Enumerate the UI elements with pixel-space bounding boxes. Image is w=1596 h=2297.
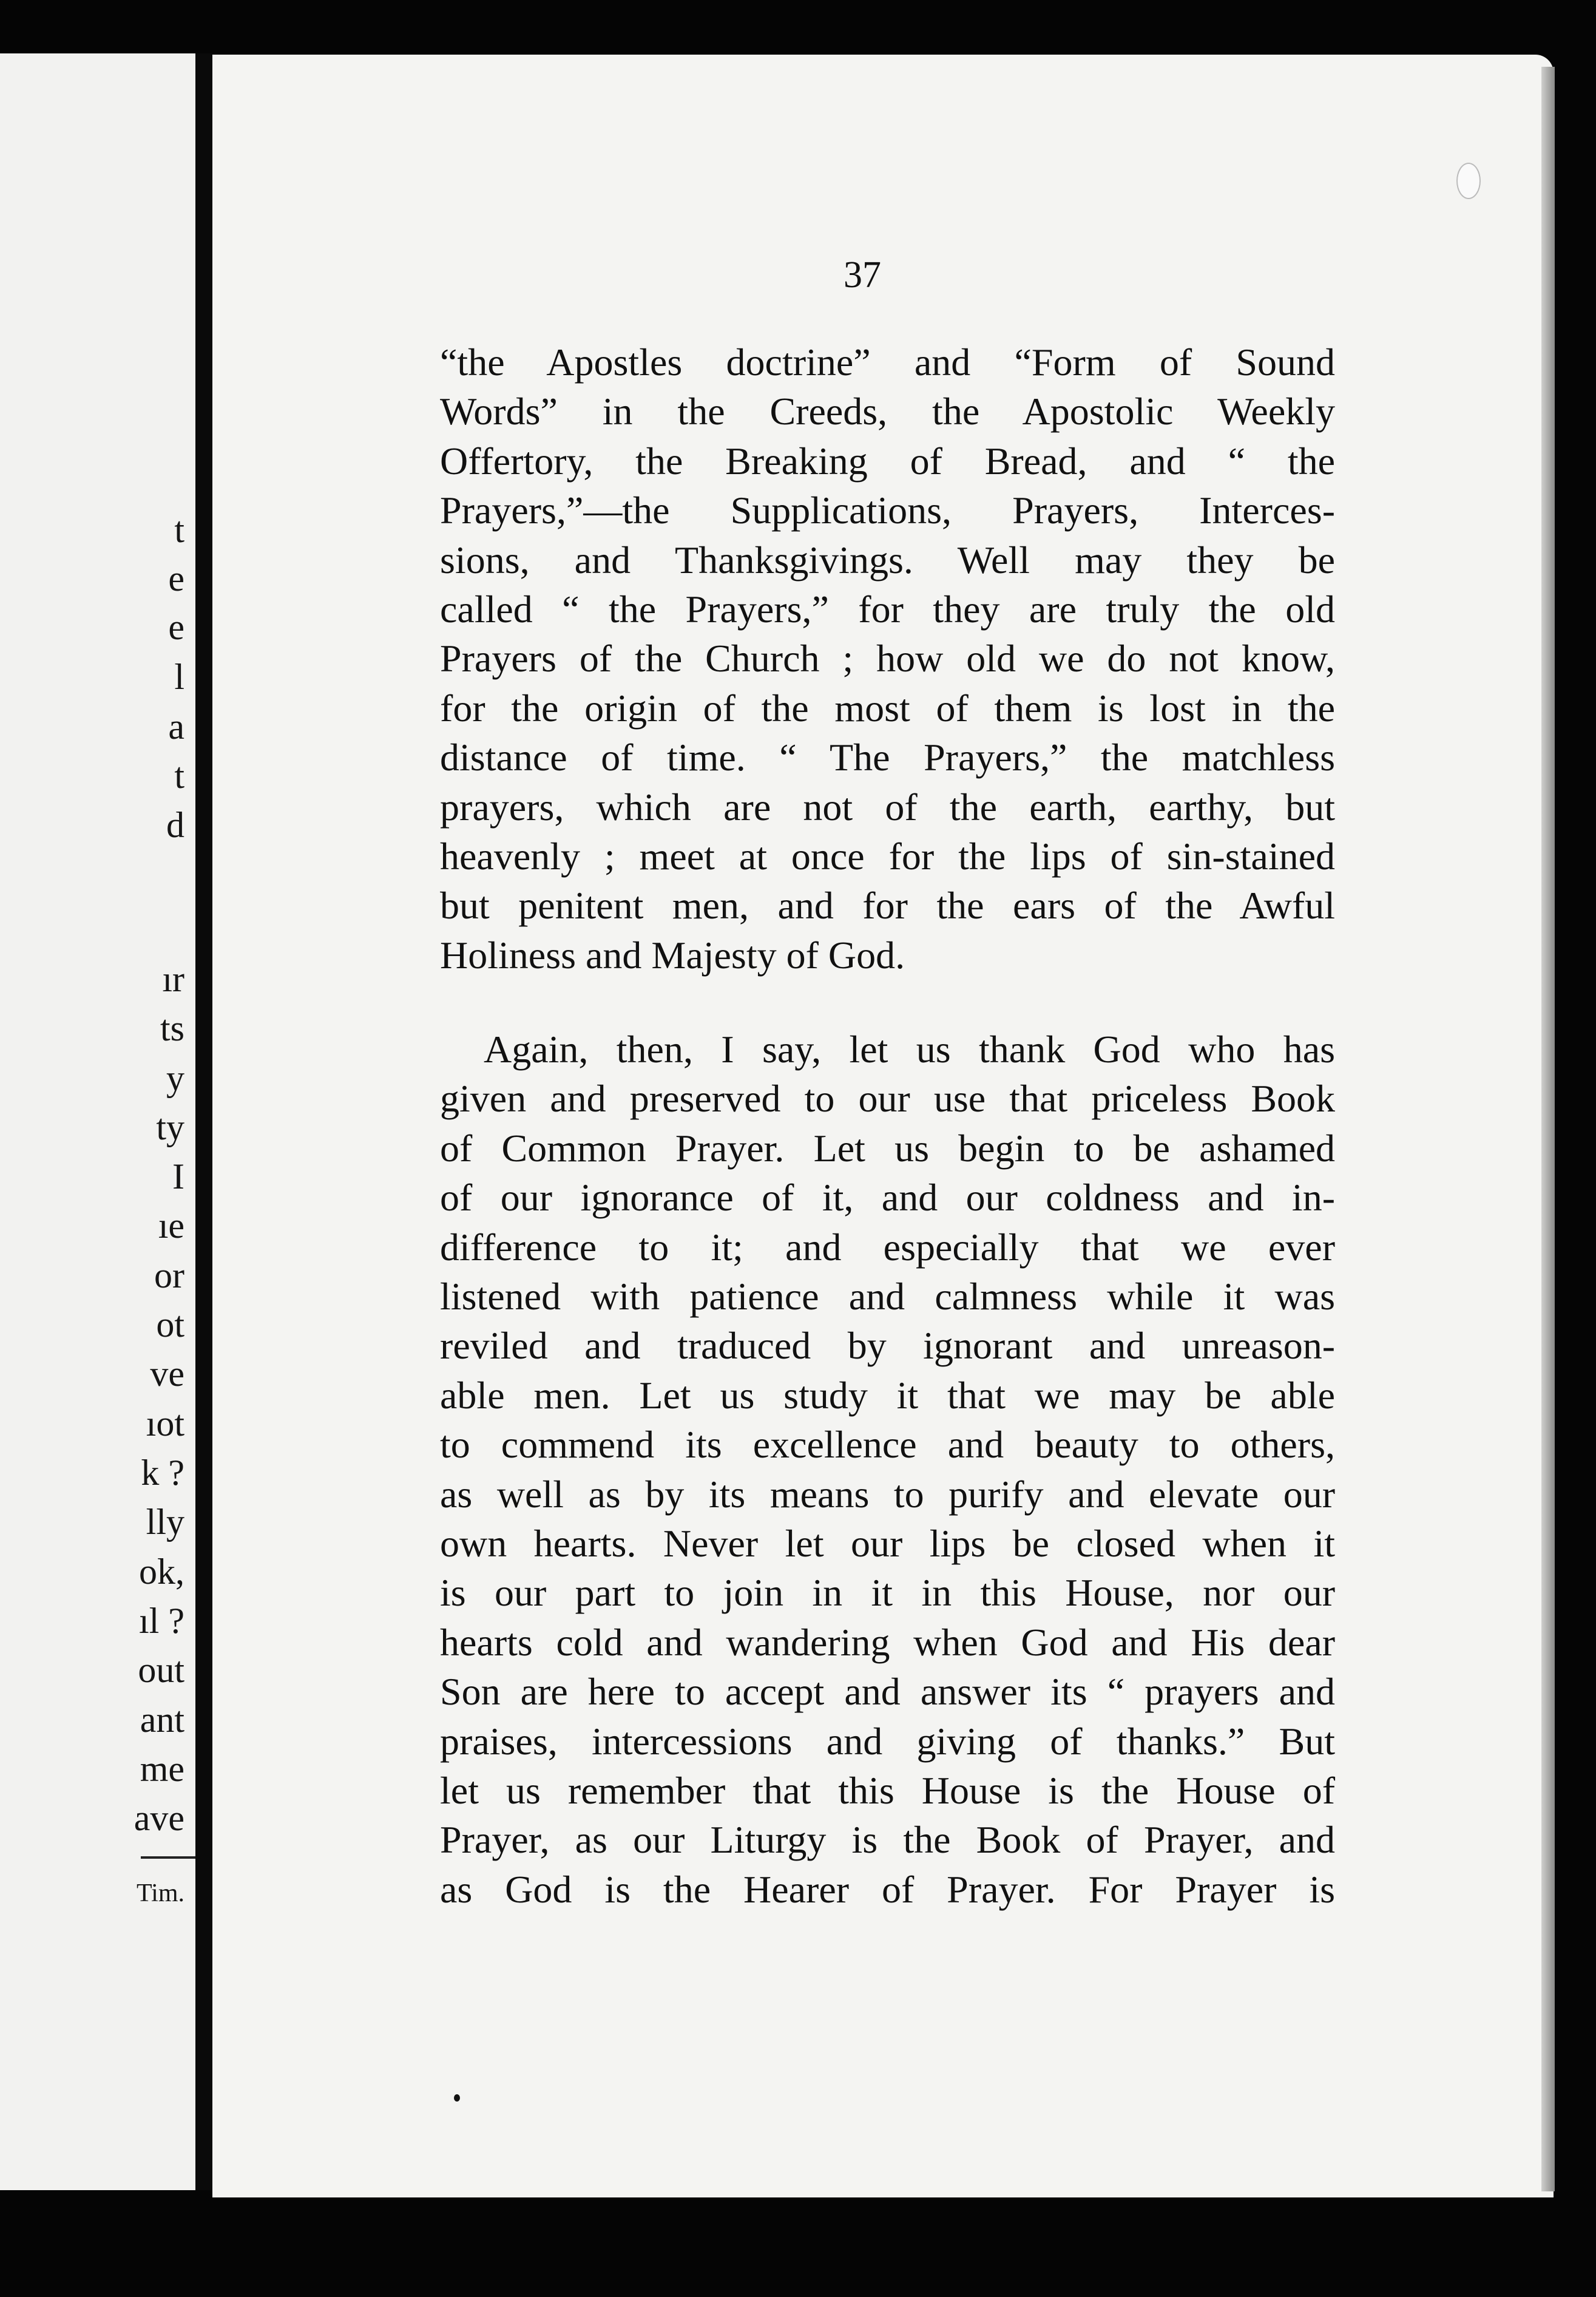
text-line: Again, then, I say, let us thank God who has	[484, 1028, 1335, 1071]
text-line: praises, intercessions and giving of thanks.” But	[440, 1719, 1335, 1763]
text-line: able men. Let us study it that we may be able	[440, 1373, 1335, 1417]
left-fragment: t	[174, 510, 184, 550]
book-gutter	[195, 53, 212, 2190]
left-fragment: ot	[156, 1305, 184, 1345]
text-line: reviled and traduced by ignorant and unreason-	[440, 1324, 1335, 1368]
left-fragment: I	[172, 1156, 184, 1196]
left-page-edge	[0, 53, 195, 2190]
left-fragment: ıot	[146, 1403, 184, 1444]
text-line: own hearts. Never let our lips be closed when it	[440, 1521, 1335, 1565]
text-line: for the origin of the most of them is lost in the	[440, 686, 1335, 730]
left-fragment: out	[138, 1650, 184, 1690]
text-line: but penitent men, and for the ears of the Awful	[440, 884, 1335, 928]
left-fragment: ır	[162, 959, 184, 999]
footnote-rule	[141, 1856, 195, 1859]
text-line: difference to it; and especially that we ever	[440, 1225, 1335, 1269]
left-fragment: ty	[156, 1107, 184, 1147]
text-line: as God is the Hearer of Prayer. For Prayer is	[440, 1867, 1335, 1911]
text-line: Prayer, as our Liturgy is the Book of Prayer, and	[440, 1818, 1335, 1862]
text-line: heavenly ; meet at once for the lips of sin-stained	[440, 834, 1335, 878]
text-line: Holiness and Majesty of God.	[440, 933, 905, 977]
text-line: called “ the Prayers,” for they are truly the old	[440, 587, 1335, 631]
left-fragment: ıl ?	[139, 1601, 184, 1641]
paragraph-gap	[440, 980, 1335, 1025]
left-fragment: t	[174, 756, 184, 796]
text-line: of Common Prayer. Let us begin to be ashamed	[440, 1126, 1335, 1170]
left-fragment: ıe	[158, 1206, 184, 1246]
text-line: let us remember that this House is the House of	[440, 1768, 1335, 1812]
text-line: Words” in the Creeds, the Apostolic Weekly	[440, 390, 1335, 433]
left-fragment: e	[168, 558, 184, 599]
body-text	[440, 338, 1335, 1914]
left-fragment: ok,	[139, 1552, 184, 1592]
paragraph-2	[440, 1025, 1335, 1914]
text-line: Offertory, the Breaking of Bread, and “ the	[440, 439, 1335, 483]
left-fragment: ave	[134, 1798, 184, 1838]
text-line: to commend its excellence and beauty to others,	[440, 1423, 1335, 1467]
text-line: Prayers,”—the Supplications, Prayers, Interces-	[440, 489, 1335, 532]
left-fragment: or	[154, 1255, 184, 1295]
left-fragment: k ?	[141, 1453, 184, 1493]
text-line: given and preserved to our use that priceless Book	[440, 1077, 1335, 1121]
text-line: as well as by its means to purify and elevate our	[440, 1472, 1335, 1516]
left-fragment: l	[174, 657, 184, 697]
text-line: sions, and Thanksgivings. Well may they be	[440, 538, 1335, 582]
text-line: distance of time. “ The Prayers,” the matchless	[440, 736, 1335, 779]
text-line: prayers, which are not of the earth, earthy, but	[440, 785, 1335, 829]
left-footnote-fragment: Tim.	[136, 1879, 184, 1907]
left-fragment: a	[168, 707, 184, 747]
paragraph-1	[440, 338, 1335, 980]
left-fragment: e	[168, 607, 184, 647]
page-blemish	[1456, 163, 1481, 199]
text-line: is our part to join in it in this House, nor our	[440, 1571, 1335, 1615]
left-fragment: ant	[140, 1700, 184, 1740]
text-line: of our ignorance of it, and our coldness and in-	[440, 1176, 1335, 1220]
text-line: hearts cold and wandering when God and His dear	[440, 1620, 1335, 1664]
left-fragment: lly	[146, 1502, 184, 1542]
left-page-fragments	[0, 53, 195, 2190]
text-line: Son are here to accept and answer its “ prayers and	[440, 1670, 1335, 1714]
text-line: Prayers of the Church ; how old we do not know,	[440, 637, 1335, 680]
ink-speck	[454, 2094, 460, 2102]
left-fragment: d	[166, 805, 184, 845]
left-fragment: y	[166, 1058, 184, 1098]
page-number: 37	[844, 254, 881, 296]
left-fragment: ve	[150, 1354, 184, 1394]
text-line: “the Apostles doctrine” and “Form of Sound	[440, 341, 1335, 384]
text-line: listened with patience and calmness while it was	[440, 1275, 1335, 1318]
left-fragment: ts	[160, 1008, 184, 1048]
left-fragment: me	[140, 1749, 184, 1789]
page-edge-shadow	[1541, 67, 1555, 2191]
